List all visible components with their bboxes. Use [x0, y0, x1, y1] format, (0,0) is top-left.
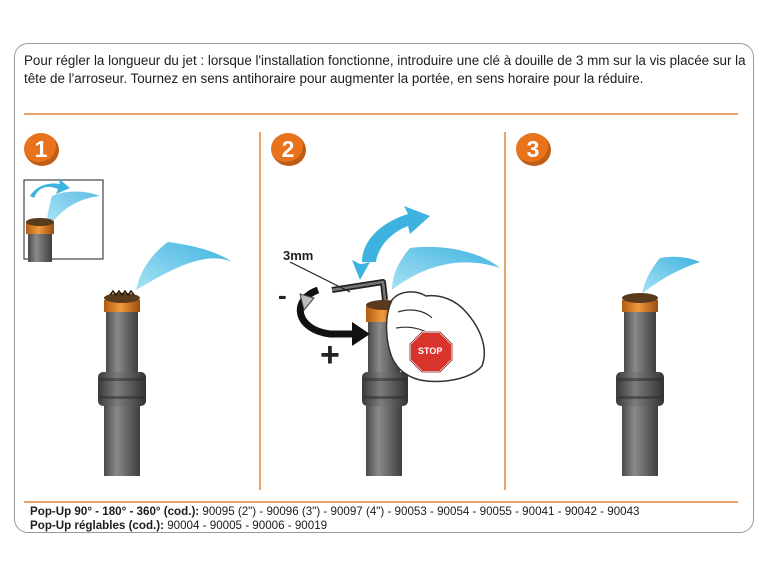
wrench-size-label: 3mm [283, 248, 314, 263]
step-3-badge: 3 [516, 133, 550, 165]
codes-line-2-label: Pop-Up réglables (cod.): [30, 519, 164, 532]
step-1-badge: 1 [24, 133, 58, 165]
sprinkler-1 [98, 242, 232, 476]
plus-sign: + [320, 336, 340, 374]
spray-1 [136, 242, 232, 290]
minus-sign: - [278, 280, 287, 310]
step-2-badge: 2 [271, 133, 305, 165]
codes-line-1-values: 90095 (2") - 90096 (3") - 90097 (4") - 90053 - 90054 - 90055 - 90041 - 90042 - 90043 [202, 505, 640, 518]
stop-label: STOP [418, 346, 443, 356]
codes-line-2-values: 90004 - 90005 - 90006 - 90019 [167, 519, 328, 532]
sprinkler-3 [616, 257, 700, 476]
instructions-text: Pour régler la longueur du jet : lorsque l'installation fonctionne, introduire une clé à douille de 3 mm sur la vis placée sur la tête de l'arroseur. Tournez en sens antihoraire pour augmenter la portée, en sens horaire pour la réduire. [24, 53, 746, 86]
inset-detail [24, 178, 103, 262]
codes-line-1-label: Pop-Up 90° - 180° - 360° (cod.): [30, 505, 200, 518]
codes-line-1 [30, 505, 640, 518]
bottom-divider [24, 501, 738, 503]
codes-line-2 [30, 519, 327, 532]
